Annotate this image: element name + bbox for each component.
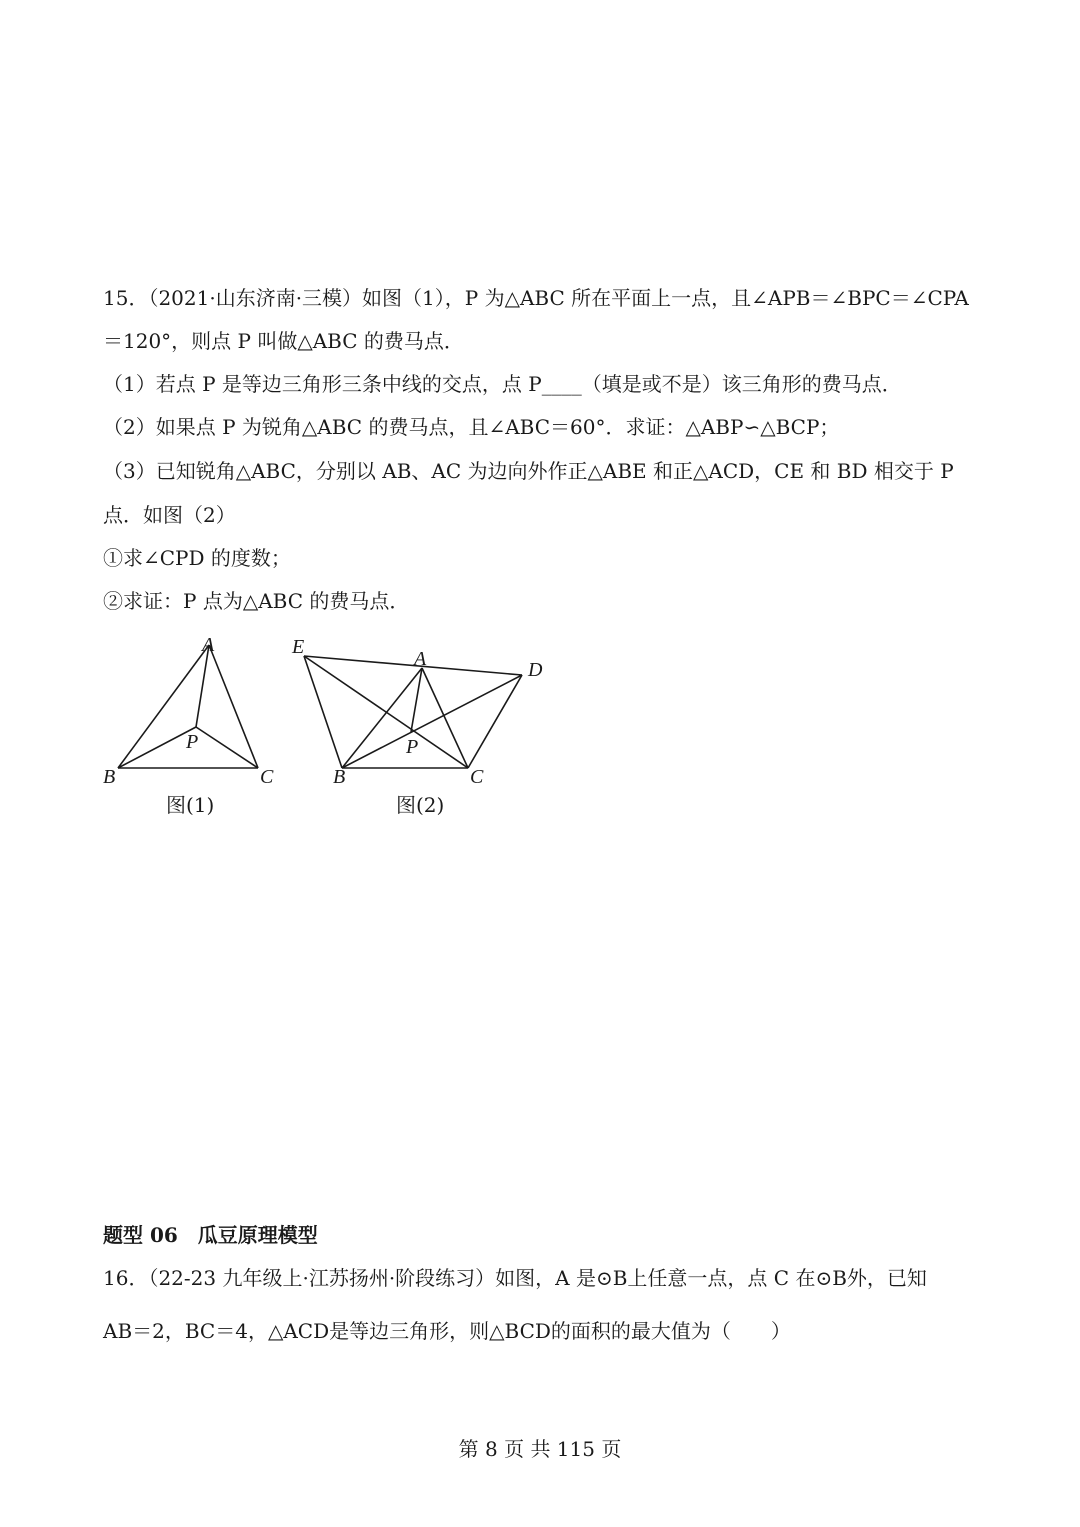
fig2-label-B: B xyxy=(333,766,346,788)
problem15-line-1: 15．（2021·山东济南·三模）如图（1），P 为△ABC 所在平面上一点，且∠APB＝∠BPC＝∠CPA xyxy=(103,286,969,310)
section-title: 题型 06 瓜豆原理模型 xyxy=(103,1223,318,1247)
problem15-line-5: （3）已知锐角△ABC，分别以 AB、AC 为边向外作正△ABE 和正△ACD，CE 和 BD 相交于 P xyxy=(103,459,954,483)
page-footer: 第 8 页 共 115 页 xyxy=(458,1437,622,1461)
fig2-label-C: C xyxy=(470,766,484,788)
fig2-label-A: A xyxy=(414,648,427,670)
fig1-label-P: P xyxy=(186,731,199,753)
fig2-label-D: D xyxy=(528,659,543,681)
problem15-line-8: ②求证：P 点为△ABC 的费马点． xyxy=(103,589,410,613)
figure-2-caption: 图(2) xyxy=(396,793,445,817)
problem15-line-7: ①求∠CPD 的度数； xyxy=(103,546,291,570)
figure-1-caption: 图(1) xyxy=(166,793,215,817)
figure-2-diagram xyxy=(290,630,560,795)
problem15-line-4: （2）如果点 P 为锐角△ABC 的费马点，且∠ABC＝60°．求证：△ABP∽△BCP； xyxy=(103,415,840,439)
fig2-label-E: E xyxy=(292,636,305,658)
fig2-label-P: P xyxy=(406,736,419,758)
problem15-line-2: ＝120°，则点 P 叫做△ABC 的费马点． xyxy=(103,329,464,353)
fig1-label-C: C xyxy=(260,766,274,788)
problem16-line-2: AB＝2，BC＝4，△ACD是等边三角形，则△BCD的面积的最大值为（ ） xyxy=(103,1319,791,1343)
figure-1-diagram xyxy=(100,625,290,795)
fig1-label-B: B xyxy=(103,766,116,788)
fig1-label-A: A xyxy=(202,634,215,656)
problem16-line-1: 16．（22-23 九年级上·江苏扬州·阶段练习）如图，A 是⊙B上任意一点，点 C 在⊙B外，已知 xyxy=(103,1266,927,1290)
problem15-line-3: （1）若点 P 是等边三角形三条中线的交点，点 P____（填是或不是）该三角形的费马点． xyxy=(103,372,902,396)
problem15-line-6: 点．如图（2） xyxy=(103,503,236,527)
